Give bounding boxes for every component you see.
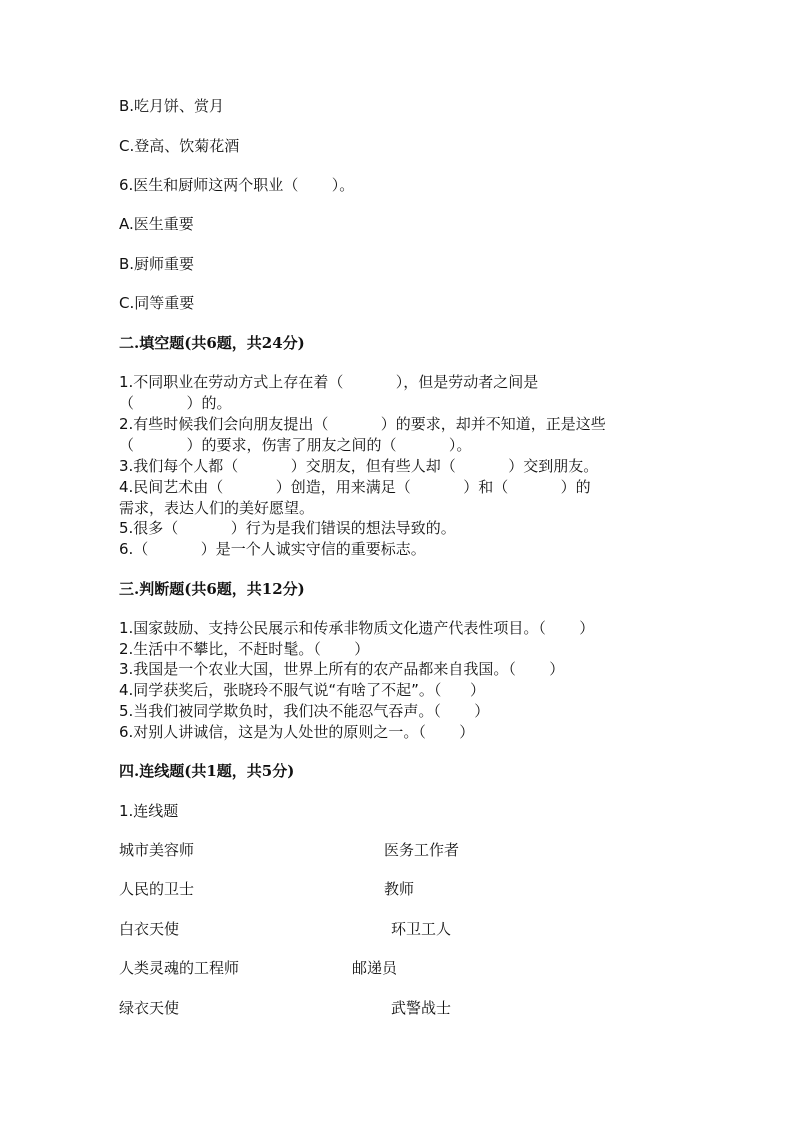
question-6-option-a: A.医生重要: [119, 215, 194, 233]
matching-question: 1.连线题: [119, 802, 179, 820]
fill-blank-line: （ ）的要求，伤害了朋友之间的（ ）。: [119, 436, 472, 454]
fill-blank-line: 5.很多（ ）行为是我们错误的想法导致的。: [119, 519, 456, 537]
option-c-text: C.登高、饮菊花酒: [119, 137, 240, 155]
matching-right-item: 邮递员: [352, 959, 398, 977]
matching-right-item: 医务工作者: [384, 841, 460, 859]
true-false-line: 3.我国是一个农业大国，世界上所有的农产品都来自我国。（ ）: [119, 660, 565, 678]
fill-blank-line: （ ）的。: [119, 394, 232, 412]
section-4-heading: 四.连线题(共1题，共5分): [119, 762, 295, 780]
question-6-stem: 6.医生和厨师这两个职业（ ）。: [119, 176, 355, 194]
matching-left-item: 人民的卫士: [119, 880, 195, 898]
true-false-line: 1.国家鼓励、支持公民展示和传承非物质文化遗产代表性项目。（ ）: [119, 619, 595, 637]
fill-blank-line: 3.我们每个人都（ ）交朋友，但有些人却（ ）交到朋友。: [119, 457, 599, 475]
true-false-line: 2.生活中不攀比，不赶时髦。（ ）: [119, 640, 370, 658]
fill-blank-line: 2.有些时候我们会向朋友提出（ ）的要求，却并不知道，正是这些: [119, 415, 606, 433]
true-false-line: 6.对别人讲诚信，这是为人处世的原则之一。（ ）: [119, 723, 475, 741]
option-b-text: B.吃月饼、赏月: [119, 97, 225, 115]
true-false-line: 4.同学获奖后，张晓玲不服气说“有啥了不起”。（ ）: [119, 681, 485, 699]
fill-blank-line: 1.不同职业在劳动方式上存在着（ ），但是劳动者之间是: [119, 373, 539, 391]
matching-right-item: 环卫工人: [391, 920, 452, 938]
question-6-option-c: C.同等重要: [119, 294, 195, 312]
fill-blank-line: 4.民间艺术由（ ）创造，用来满足（ ）和（ ）的: [119, 478, 591, 496]
matching-right-item: 教师: [384, 880, 415, 898]
matching-left-item: 城市美容师: [119, 841, 195, 859]
question-6-option-b: B.厨师重要: [119, 255, 195, 273]
matching-left-item: 白衣天使: [119, 920, 180, 938]
matching-left-item: 人类灵魂的工程师: [119, 959, 240, 977]
fill-blank-line: 需求，表达人们的美好愿望。: [119, 499, 315, 517]
true-false-line: 5.当我们被同学欺负时，我们决不能忍气吞声。（ ）: [119, 702, 490, 720]
section-3-heading: 三.判断题(共6题，共12分): [119, 580, 305, 598]
matching-right-item: 武警战士: [391, 999, 452, 1017]
matching-left-item: 绿衣天使: [119, 999, 180, 1017]
section-2-heading: 二.填空题(共6题，共24分): [119, 334, 305, 352]
fill-blank-line: 6.（ ）是一个人诚实守信的重要标志。: [119, 540, 426, 558]
